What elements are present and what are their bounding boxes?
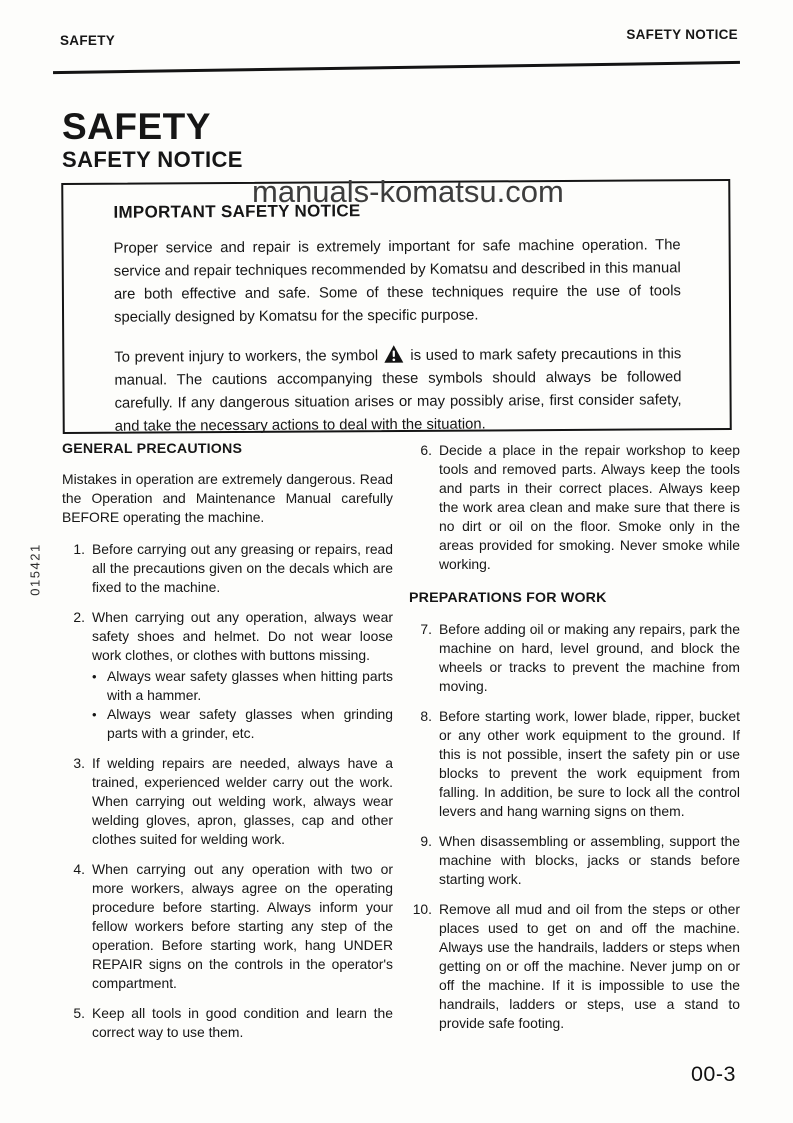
list-item-8 [409,707,740,821]
list-item-9 [409,832,740,889]
item-number: 3. [73,755,85,771]
general-precautions-heading: GENERAL PRECAUTIONS [62,441,243,457]
item-number: 10. [412,901,432,917]
notice-paragraph-1: Proper service and repair is extremely important for safe machine operation. The service and repair techniques recommended by Komatsu and described in this manual are both effective and safe. Some of these techniques require the use of tools specially designed by Komatsu for the specific purpose. [113,237,681,326]
sidebar-scan-code: 015421 [27,543,43,596]
item-2-bullets [92,667,393,743]
general-precautions-intro: Mistakes in operation are extremely dangerous. Read the Operation and Maintenance Manual carefully BEFORE operating the machine. [62,471,393,525]
item-number: 7. [420,621,432,637]
item-text: Remove all mud and oil from the steps or other places used to get on and off the machine. Always use the handrails, ladders or steps when getting on or off the machine. Never jump on or off the machine. If it is impossible to use the handrails, ladders or steps, use a stand to provide safe footing. [439,901,740,1031]
left-column [62,441,393,1053]
item-number: 9. [420,833,432,849]
item-text: Keep all tools in good condition and learn the correct way to use them. [92,1005,393,1040]
notice-paragraph-2-before: To prevent injury to workers, the symbol [114,348,379,366]
notice-paragraph-2-after: is used to mark safety precautions in this manual. The cautions accompanying these symbols should always be followed carefully. If any dangerous situation arises or may possibly arise, first consider safety, and take the necessary actions to deal with the situation. [114,346,682,435]
notice-paragraph-2 [114,343,682,438]
item-number: 6. [420,442,432,458]
item-text: Decide a place in the repair workshop to keep tools and removed parts. Always keep the tools and parts in their correct places. Always keep the work area clean and make sure that there is no dirt or oil on the floor. Smoke only in the areas provided for smoking. Never smoke while working. [439,442,740,572]
bullet-text: Always wear safety glasses when hitting parts with a hammer. [107,668,393,703]
running-header [60,27,738,48]
body-columns [62,441,740,1053]
important-safety-notice-box [61,179,732,434]
bullet-icon: • [92,669,97,684]
item-number: 1. [73,541,85,557]
watermark-text: manuals-komatsu.com [252,174,564,209]
list-item-1 [62,540,393,597]
item-text: When carrying out any operation, always wear safety shoes and helmet. Do not wear loose work clothes, or clothes with buttons missing. [92,609,393,663]
section-title: SAFETY [62,106,211,147]
right-column [409,441,740,1053]
warning-triangle-icon [385,345,404,363]
item-number: 4. [73,861,85,877]
list-item-2 [62,608,393,743]
item-text: When carrying out any operation with two or more workers, always agree on the operating procedure before starting. Always inform your fellow workers before starting any step of the operation. Before starting work, hang UNDER REPAIR signs on the controls in the operator's compartment. [92,861,393,991]
list-item-6 [409,441,740,574]
item-text: When disassembling or assembling, support the machine with blocks, jacks or stands before starting work. [439,833,740,887]
list-item-3 [62,754,393,849]
item-text: Before adding oil or making any repairs, park the machine on hard, level ground, and block the wheels or tracks to prevent the machine from moving. [439,621,740,694]
item-number: 8. [420,708,432,724]
list-item-5 [62,1004,393,1042]
item-number: 5. [73,1005,85,1021]
running-header-left: SAFETY [60,33,116,48]
item-text: If welding repairs are needed, always have a trained, experienced welder carry out the work. When carrying out welding work, always wear welding gloves, apron, glasses, cap and other clothes suited for welding work. [92,755,393,847]
bullet-item [92,667,393,705]
section-subtitle: SAFETY NOTICE [62,147,243,172]
bullet-item [92,705,393,743]
bullet-text: Always wear safety glasses when grinding parts with a grinder, etc. [107,706,393,741]
list-item-7 [409,620,740,696]
item-text: Before starting work, lower blade, ripper, bucket or any other work equipment to the ground. If this is not possible, insert the safety pin or use blocks to prevent the work equipment from falling. In addition, be sure to lock all the control levers and hang warning signs on them. [439,708,740,819]
item-text: Before carrying out any greasing or repairs, read all the precautions given on the decals which are fixed to the machine. [92,541,393,595]
item-number: 2. [73,609,85,625]
list-item-4 [62,860,393,993]
notice-box-heading: IMPORTANT SAFETY NOTICE [113,201,361,222]
header-rule [53,61,740,74]
page-number: 00-3 [690,1062,736,1086]
preparations-for-work-heading: PREPARATIONS FOR WORK [409,590,607,606]
running-header-right: SAFETY NOTICE [626,27,738,42]
bullet-icon: • [92,707,97,722]
list-item-10 [409,900,740,1033]
